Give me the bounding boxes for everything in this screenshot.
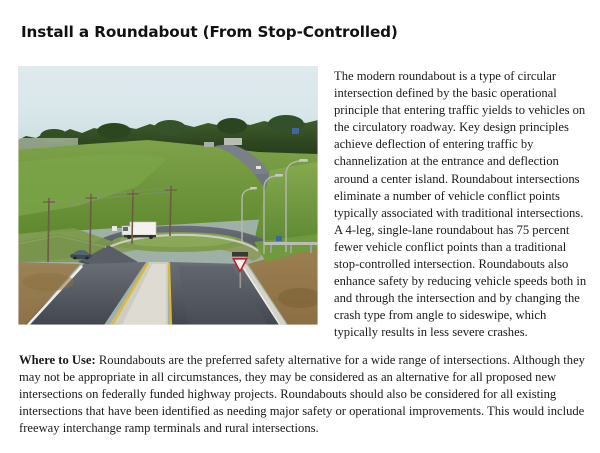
roundabout-photo [18,66,318,325]
ridge-building-2 [204,142,214,147]
blue-guide-sign [276,236,282,241]
page-title: Install a Roundabout (From Stop-Controlled) [21,23,398,41]
dirt-patch-left [22,273,74,291]
where-to-use-label: Where to Use: [19,353,96,367]
where-to-use-block [19,352,585,437]
ridge-building [224,138,242,145]
roadside-sign [112,226,117,231]
blue-guide-sign-2 [292,128,299,134]
where-to-use-text: Roundabouts are the preferred safety alternative for a wide range of intersections. Although they may not be appropriate in all circumstances, they may be considered as an alternative for all proposed new intersections on federally funded highway projects. Roundabouts should also be considered for all existing intersections that have been identified as needing major safety or operational improvements. This would include freeway interchange ramp terminals and rural intersections. [19,353,585,436]
distant-vehicle [256,166,261,169]
roundabout-photo-illustration [18,66,318,325]
body-paragraph: The modern roundabout is a type of circular intersection defined by the basic operational principle that entering traffic yields to vehicles on the circulatory roadway. Key design principles achieve deflection of entering traffic by channelization at the entrance and deflection around a center island. Roundabout intersections eliminate a number of vehicle conflict points typically associated with traditional intersections. A 4-leg, single-lane roundabout has 75 percent fewer vehicle conflict points than a traditional stop-controlled intersection. Roundabouts also enhance safety by reducing vehicle speeds both in and through the intersection and by changing the crash type from angle to sideswipe, which typically results in less severe crashes. [334,69,587,340]
